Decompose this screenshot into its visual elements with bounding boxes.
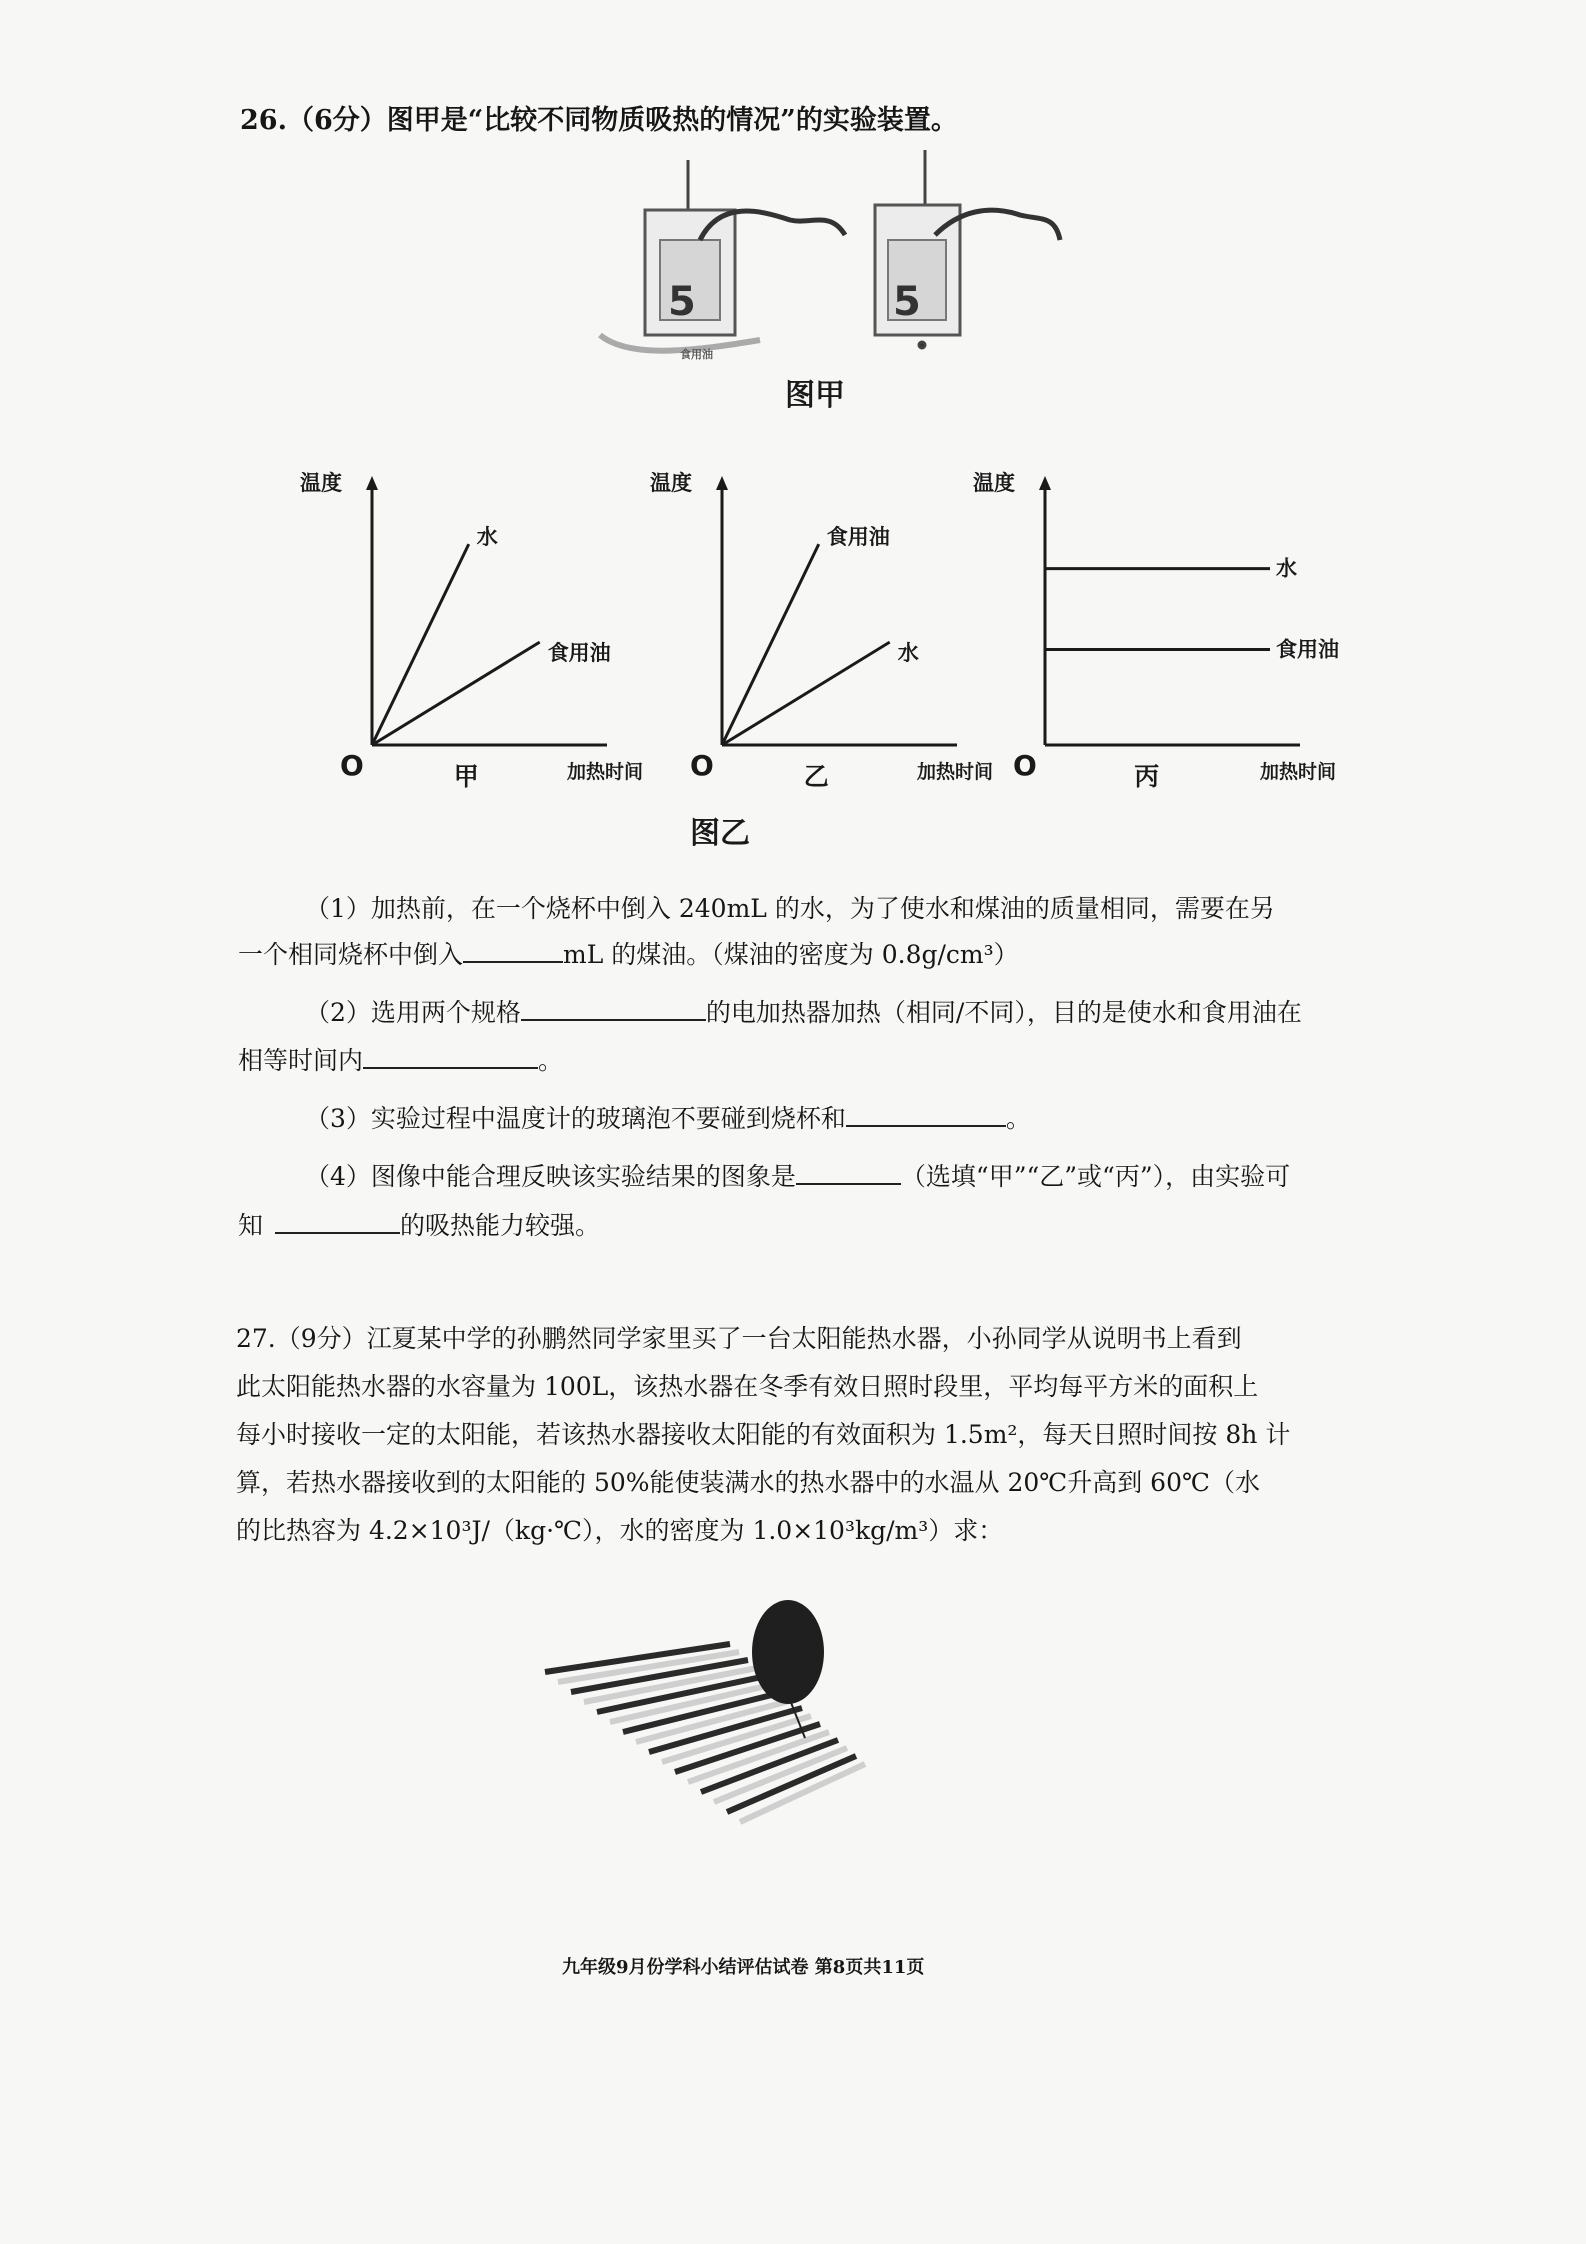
q26-sub1-line1: （1）加热前，在一个烧杯中倒入 240mL 的水，为了使水和煤油的质量相同，需要在另 <box>305 894 1275 923</box>
fig-jia-caption: 图甲 <box>785 378 845 413</box>
graph-3-series-label-2: 食用油 <box>1276 637 1339 662</box>
q26-sub4-text-d: 的吸热能力较强。 <box>400 1211 601 1240</box>
q26-sub4-text-b: （选填“甲”“乙”或“丙”），由实验可 <box>900 1162 1291 1191</box>
graph-3-x-label: 加热时间 <box>1260 761 1337 783</box>
graph-2-panel-label: 乙 <box>803 762 829 791</box>
q26-sub1-text-a: 一个相同烧杯中倒入 <box>238 940 464 969</box>
water-tank <box>752 1600 824 1704</box>
graph-2-y-label: 温度 <box>650 471 692 495</box>
graph-3-origin: O <box>1013 749 1037 782</box>
graph-2-origin: O <box>690 749 714 782</box>
graph-1-x-label: 加热时间 <box>567 761 644 783</box>
q26-sub3-text-a: （3）实验过程中温度计的玻璃泡不要碰到烧杯和 <box>305 1104 846 1133</box>
page-footer: 九年级9月份学科小结评估试卷 第8页共11页 <box>562 1957 925 1978</box>
q26-sub3-text-b: 。 <box>1005 1104 1031 1133</box>
graph-3-series-label-1: 水 <box>1276 556 1297 581</box>
fig-yi-caption: 图乙 <box>690 816 750 851</box>
q27-line-5: 的比热容为 4.2×10³J/（kg·℃），水的密度为 1.0×10³kg/m³）求： <box>236 1516 1004 1545</box>
q26-sub2-text-c: 相等时间内 <box>238 1046 364 1075</box>
graph-3-panel-label: 丙 <box>1134 762 1160 791</box>
q27-line-4: 算，若热水器接收到的太阳能的 50%能使装满水的热水器中的水温从 20℃升高到 60℃（水 <box>236 1468 1260 1497</box>
q26-sub2-text-d: 。 <box>538 1046 564 1075</box>
q27-line-3: 每小时接收一定的太阳能，若该热水器接收太阳能的有效面积为 1.5m²，每天日照时间按 8h 计 <box>236 1420 1291 1449</box>
svg-text:5: 5 <box>893 279 921 325</box>
svg-text:5: 5 <box>668 279 696 325</box>
apparatus-small-label: 食用油 <box>680 348 713 361</box>
q27-line-2: 此太阳能热水器的水容量为 100L，该热水器在冬季有效日照时段里，平均每平方米的面积上 <box>236 1372 1259 1401</box>
q26-sub2-text-b: 的电加热器加热（相同/不同），目的是使水和食用油在 <box>705 998 1302 1027</box>
graph-1-series-label-1: 水 <box>476 525 498 550</box>
q26-sub1-text-b: mL 的煤油。（煤油的密度为 0.8g/cm³） <box>563 940 1019 969</box>
q27-line-1: 27.（9分）江夏某中学的孙鹏然同学家里买了一台太阳能热水器，小孙同学从说明书上看到 <box>236 1324 1242 1353</box>
graph-2-series-label-2: 水 <box>897 641 919 666</box>
graph-1-y-label: 温度 <box>300 471 342 495</box>
graph-2-x-label: 加热时间 <box>917 761 994 783</box>
graph-2-series-label-1: 食用油 <box>826 525 890 550</box>
graph-1-origin: O <box>340 749 364 782</box>
graph-3-y-label: 温度 <box>973 471 1015 495</box>
q26-sub4-text-c: 知 <box>238 1211 264 1240</box>
graph-1-panel-label: 甲 <box>453 762 479 791</box>
q26-header: 26.（6分）图甲是“比较不同物质吸热的情况”的实验装置。 <box>240 105 958 136</box>
q26-sub4-text-a: （4）图像中能合理反映该实验结果的图象是 <box>305 1162 796 1191</box>
collector-tube <box>714 1748 847 1802</box>
q26-sub2-text-a: （2）选用两个规格 <box>305 998 521 1027</box>
graph-1-series-label-2: 食用油 <box>547 641 611 666</box>
